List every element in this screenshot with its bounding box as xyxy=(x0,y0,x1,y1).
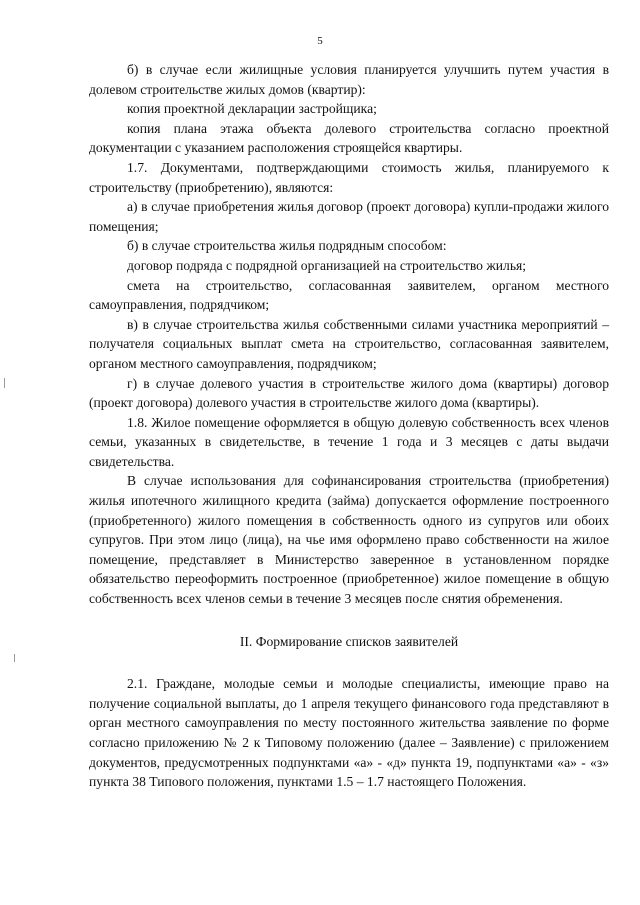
paragraph: смета на строительство, согласованная заявителем, органом местного самоуправления, подрядчиком; xyxy=(89,277,609,313)
paragraph: копия плана этажа объекта долевого строительства согласно проектной документации с указанием расположения строящейся квартиры. xyxy=(89,120,609,156)
section-heading: II. Формирование списков заявителей xyxy=(239,633,459,649)
scan-artifact xyxy=(14,654,15,662)
paragraph: договор подряда с подрядной организацией на строительство жилья; xyxy=(127,257,527,273)
paragraph: 1.7. Документами, подтверждающими стоимость жилья, планируемого к строительству (приобретению), являются: xyxy=(89,159,609,195)
paragraph: б) в случае если жилищные условия планируется улучшить путем участия в долевом строительстве жилых домов (квартир): xyxy=(89,62,609,97)
paragraph: копия проектной декларации застройщика; xyxy=(127,101,377,117)
paragraph: 2.1. Граждане, молодые семьи и молодые специалисты, имеющие право на получение социальной выплаты, до 1 апреля текущего финансового года представляют в орган местного самоуправления по месту постоянного жительства заявление по форме согласно приложению № 2 к Типовому положению (далее – Заявление) с приложением документов, предусмотренных подпунктами «а» - «д» пункта 19, подпунктами «а» - «з» пункта 38 Типового положения, пунктами 1.5 – 1.7 настоящего Положения. xyxy=(89,676,609,790)
paragraph: в) в случае строительства жилья собственными силами участника мероприятий – получателя социальных выплат смета на строительство, согласованная заявителем, органом местного самоуправления, подрядчиком; xyxy=(89,316,609,371)
page-number: 5 xyxy=(317,35,323,47)
paragraph: 1.8. Жилое помещение оформляется в общую долевую собственность всех членов семьи, указанных в свидетельстве, в течение 1 года и 3 месяцев с даты выдачи свидетельства. xyxy=(89,414,609,469)
paragraph: б) в случае строительства жилья подрядным способом: xyxy=(127,238,447,254)
paragraph: а) в случае приобретения жилья договор (проект договора) купли-продажи жилого помещения; xyxy=(89,199,609,234)
scan-artifact xyxy=(4,378,5,388)
document-body xyxy=(89,60,609,792)
paragraph: В случае использования для софинансирования строительства (приобретения) жилья ипотечного жилищного кредита (займа) допускается оформление построенного (приобретенного) жилого помещения в собственность одного из супругов или обоих супругов. При этом лицо (лица), на чье имя оформлено право собственности на жилое помещение, представляет в Министерство заверенное в установленном порядке обязательство переоформить построенное (приобретенное) жилое помещение в общую собственность всех членов семьи в течение 3 месяцев после снятия обременения. xyxy=(89,473,609,607)
paragraph: г) в случае долевого участия в строительстве жилого дома (квартиры) договор (проект договора) долевого участия в строительстве жилого дома (квартиры). xyxy=(89,375,609,411)
